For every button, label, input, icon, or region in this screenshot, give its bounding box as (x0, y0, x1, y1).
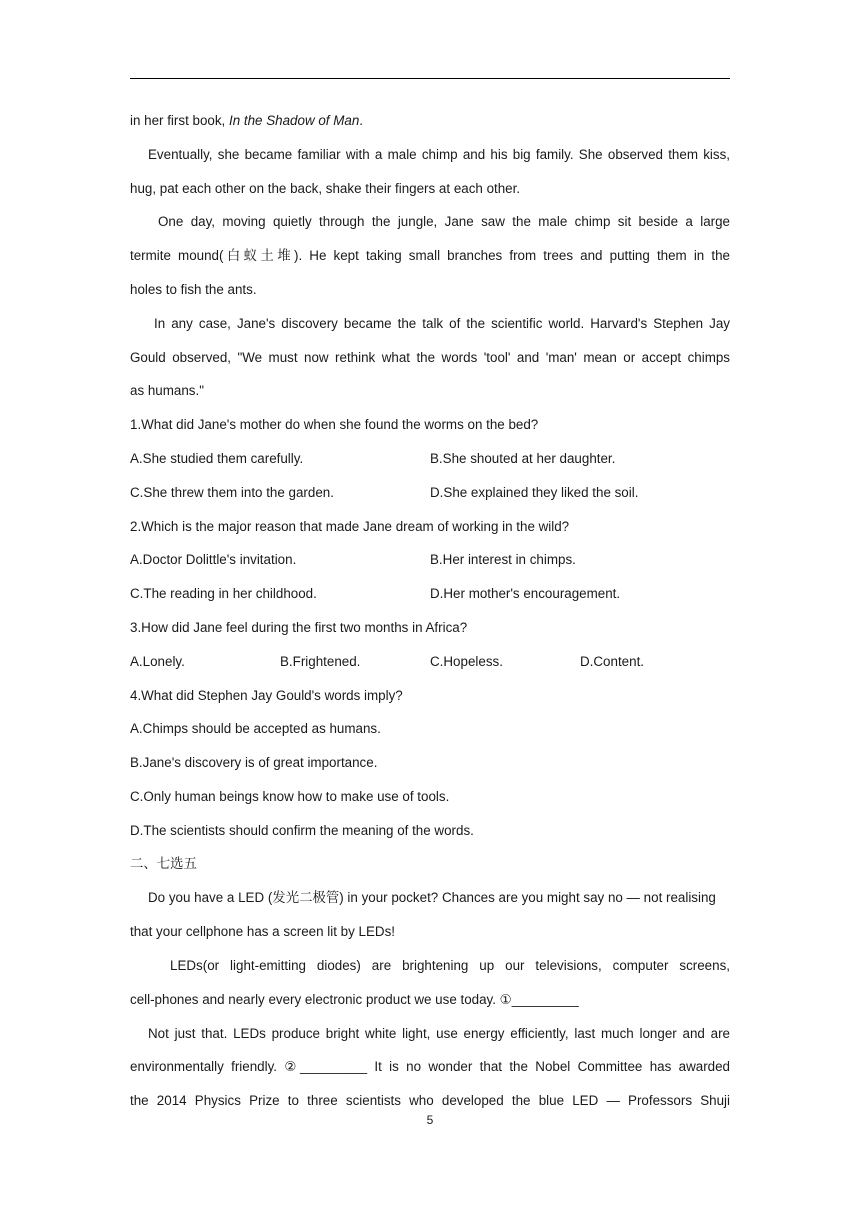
passage-line: that your cellphone has a screen lit by LEDs! (130, 924, 395, 940)
option-a: A.Lonely. (130, 653, 185, 669)
option-d: D.Content. (580, 653, 645, 669)
option-b: B.Frightened. (280, 653, 361, 669)
passage-line: One day, moving quietly through the jungle, Jane saw the male chimp sit beside a large (158, 214, 730, 230)
book-title: In the Shadow of Man (229, 113, 360, 128)
option-c: C.She threw them into the garden. (130, 484, 334, 500)
option-b: B.She shouted at her daughter. (430, 450, 616, 466)
passage-line: Eventually, she became familiar with a male chimp and his big family. She observed them kiss, (148, 146, 730, 162)
passage-line: as humans." (130, 383, 204, 399)
passage-line: hug, pat each other on the back, shake their fingers at each other. (130, 180, 521, 196)
passage-line (130, 104, 730, 138)
question-stem: 4.What did Stephen Jay Gould's words imply? (130, 687, 403, 703)
option-d: D.Her mother's encouragement. (430, 586, 621, 602)
header-rule (130, 78, 730, 79)
option-row (130, 543, 730, 577)
page-number: 5 (426, 1113, 434, 1127)
question-stem: 2.Which is the major reason that made Jane dream of working in the wild? (130, 518, 570, 534)
option-b: B.Jane's discovery is of great importance. (130, 755, 378, 771)
option-row (130, 442, 730, 476)
option-row (130, 645, 730, 679)
passage-line: the 2014 Physics Prize to three scientists who developed the blue LED — Professors Shuji (130, 1093, 730, 1109)
option-d: D.The scientists should confirm the meaning of the words. (130, 822, 474, 838)
question-stem: 1.What did Jane's mother do when she found the worms on the bed? (130, 417, 539, 433)
passage-line: Not just that. LEDs produce bright white light, use energy efficiently, last much longer and are (148, 1025, 730, 1041)
passage-line: holes to fish the ants. (130, 281, 257, 297)
passage-line: Gould observed, "We must now rethink what the words 'tool' and 'man' mean or accept chimps (130, 349, 730, 365)
option-row (130, 476, 730, 510)
section-heading: 二、七选五 (130, 856, 197, 872)
option-a: A.Doctor Dolittle's invitation. (130, 552, 297, 568)
document-body (130, 104, 730, 1118)
option-c: C.Only human beings know how to make use of tools. (130, 788, 450, 804)
text-run: . (359, 113, 364, 128)
passage-line: In any case, Jane's discovery became the talk of the scientific world. Harvard's Stephen Jay (154, 315, 730, 331)
passage-line: cell-phones and nearly every electronic product we use today. ①_________ (130, 991, 579, 1007)
passage-line: environmentally friendly. ②_________ It is no wonder that the Nobel Committee has awarded (130, 1059, 730, 1075)
text-run: in her first book, (130, 113, 229, 128)
option-d: D.She explained they liked the soil. (430, 484, 639, 500)
option-row (130, 577, 730, 611)
option-b: B.Her interest in chimps. (430, 552, 576, 568)
option-a: A.Chimps should be accepted as humans. (130, 721, 381, 737)
question-stem: 3.How did Jane feel during the first two months in Africa? (130, 619, 468, 635)
passage-line: termite mound(白蚁土堆). He kept taking small branches from trees and putting them in the (130, 248, 730, 264)
option-a: A.She studied them carefully. (130, 450, 304, 466)
passage-line: Do you have a LED (发光二极管) in your pocket? Chances are you might say no — not realising (148, 890, 716, 906)
passage-line: LEDs(or light-emitting diodes) are brightening up our televisions, computer screens, (170, 957, 730, 973)
option-c: C.Hopeless. (430, 653, 503, 669)
option-c: C.The reading in her childhood. (130, 586, 317, 602)
